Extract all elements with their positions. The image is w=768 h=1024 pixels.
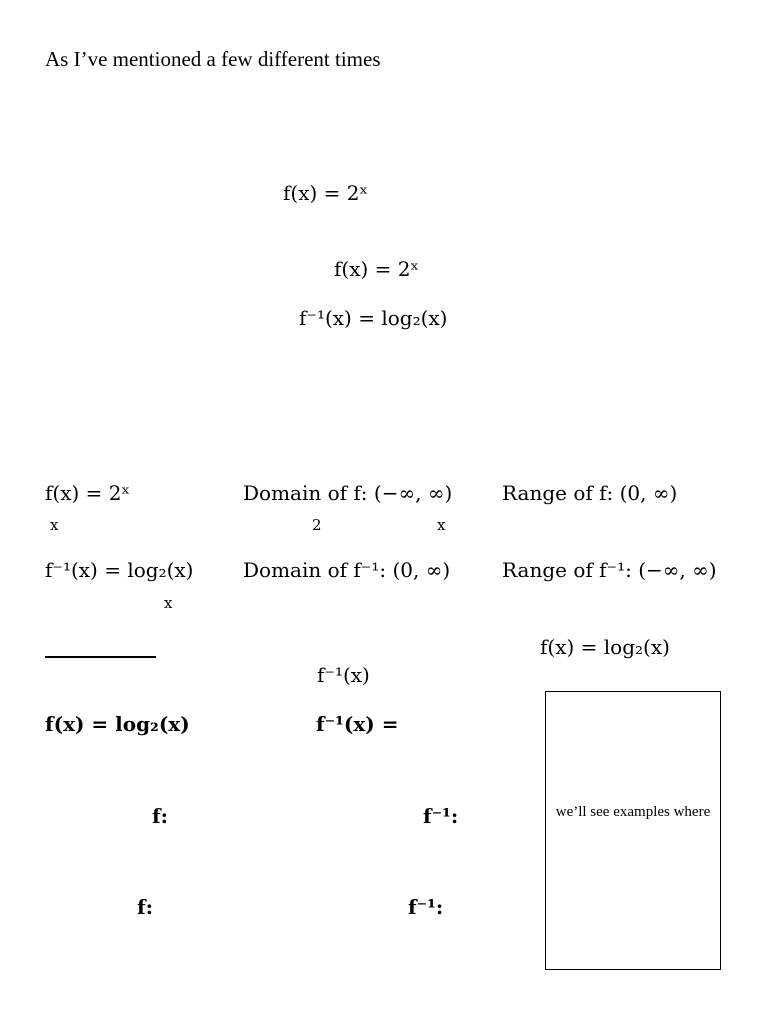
table-row2-sub-a: x <box>164 594 173 612</box>
equation-log-inverse: f⁻¹(x) = log₂(x) <box>299 306 448 330</box>
bold-inverse-equation: f⁻¹(x) = <box>316 712 399 736</box>
table-row2-range: Range of f⁻¹: (−∞, ∞) <box>502 558 717 582</box>
map-row1-left: f: <box>152 804 168 828</box>
text-box-content: we’ll see examples where <box>555 804 711 820</box>
bold-function-equation: f(x) = log₂(x) <box>45 712 190 736</box>
equation-log-right: f(x) = log₂(x) <box>540 635 670 659</box>
table-row1-range: Range of f: (0, ∞) <box>502 481 678 505</box>
map-row2-right: f⁻¹: <box>408 895 444 919</box>
map-row2-left: f: <box>137 895 153 919</box>
table-row2-function: f⁻¹(x) = log₂(x) <box>45 558 194 582</box>
table-row1-sub-a: x <box>50 516 59 534</box>
equation-exponential-pair: f(x) = 2ˣ <box>334 257 419 281</box>
table-row2-domain: Domain of f⁻¹: (0, ∞) <box>243 558 451 582</box>
equation-exponential: f(x) = 2ˣ <box>283 181 368 205</box>
table-row1-function: f(x) = 2ˣ <box>45 481 130 505</box>
table-row1-domain: Domain of f: (−∞, ∞) <box>243 481 453 505</box>
text-box <box>545 691 721 970</box>
map-row1-right: f⁻¹: <box>423 804 459 828</box>
inverse-label: f⁻¹(x) <box>317 663 370 687</box>
table-row1-sub-c: x <box>437 516 446 534</box>
table-row1-sub-b: 2 <box>312 516 322 534</box>
intro-text: As I’ve mentioned a few different times <box>45 47 381 71</box>
horizontal-rule <box>45 656 156 658</box>
